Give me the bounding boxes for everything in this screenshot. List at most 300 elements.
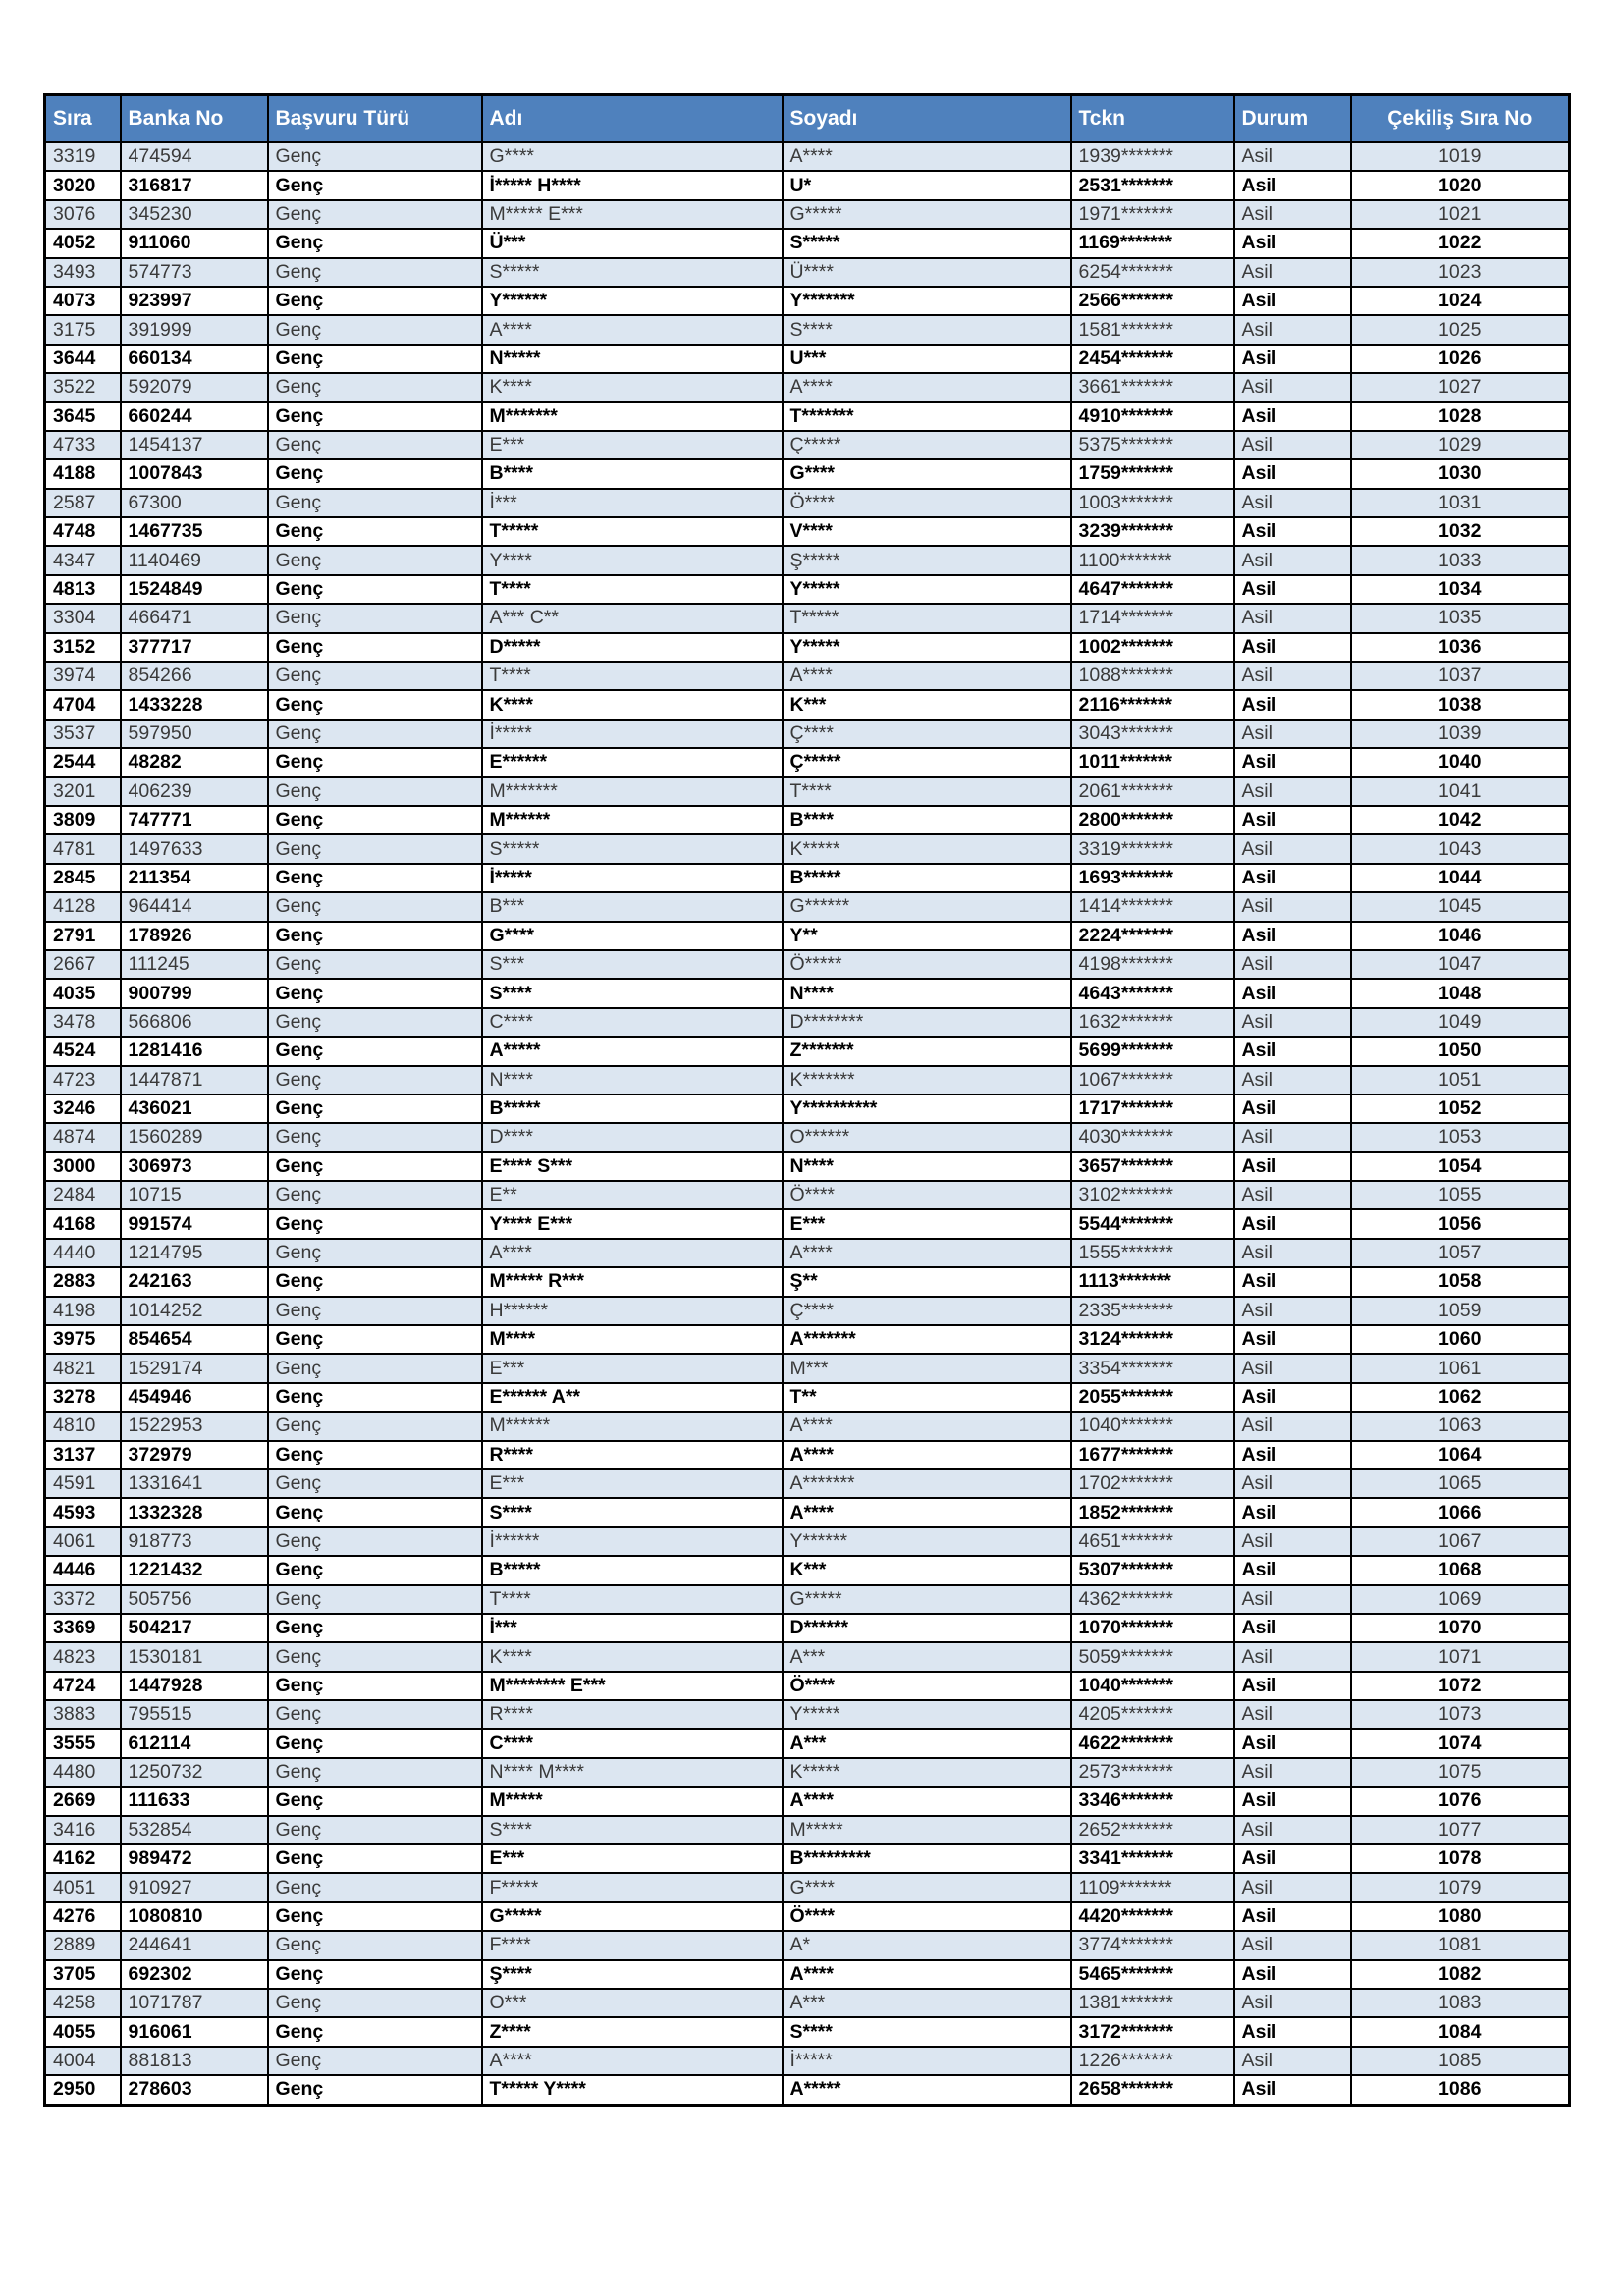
cell-banka-no: 1071787 <box>121 1989 268 2017</box>
cell-tckn: 2573******* <box>1071 1758 1234 1787</box>
cell-soyadi: A***** <box>783 2075 1071 2105</box>
cell-durum: Asil <box>1234 546 1351 574</box>
cell-basvuru-turu: Genç <box>268 489 482 517</box>
cell-sira: 3478 <box>45 1008 121 1037</box>
cell-soyadi: G****** <box>783 892 1071 921</box>
cell-adi: S***** <box>482 258 783 287</box>
cell-sira: 4258 <box>45 1989 121 2017</box>
cell-banka-no: 612114 <box>121 1729 268 1757</box>
cell-cekilis-sira-no: 1023 <box>1351 258 1570 287</box>
cell-sira: 4055 <box>45 2017 121 2046</box>
cell-durum: Asil <box>1234 1412 1351 1440</box>
cell-adi: S**** <box>482 1816 783 1844</box>
table-row <box>45 690 1570 719</box>
cell-soyadi: G**** <box>783 1873 1071 1901</box>
cell-adi: M****** <box>482 806 783 834</box>
cell-basvuru-turu: Genç <box>268 2047 482 2075</box>
cell-cekilis-sira-no: 1054 <box>1351 1152 1570 1181</box>
cell-cekilis-sira-no: 1026 <box>1351 345 1570 373</box>
table-row <box>45 1902 1570 1931</box>
cell-banka-no: 1140469 <box>121 546 268 574</box>
cell-adi: İ***** <box>482 720 783 748</box>
table-row <box>45 171 1570 199</box>
cell-banka-no: 1530181 <box>121 1642 268 1671</box>
cell-durum: Asil <box>1234 1989 1351 2017</box>
cell-durum: Asil <box>1234 1095 1351 1123</box>
cell-durum: Asil <box>1234 806 1351 834</box>
cell-sira: 3152 <box>45 633 121 662</box>
cell-banka-no: 911060 <box>121 229 268 257</box>
cell-soyadi: Ö**** <box>783 1672 1071 1700</box>
header-row <box>45 95 1570 143</box>
cell-basvuru-turu: Genç <box>268 1267 482 1296</box>
cell-banka-no: 1221432 <box>121 1556 268 1584</box>
cell-adi: G***** <box>482 1902 783 1931</box>
cell-basvuru-turu: Genç <box>268 1469 482 1498</box>
cell-sira: 2889 <box>45 1931 121 1959</box>
cell-cekilis-sira-no: 1043 <box>1351 834 1570 863</box>
cell-sira: 4347 <box>45 546 121 574</box>
cell-soyadi: A**** <box>783 1960 1071 1989</box>
cell-sira: 4480 <box>45 1758 121 1787</box>
cell-tckn: 5307******* <box>1071 1556 1234 1584</box>
cell-tckn: 3102******* <box>1071 1181 1234 1209</box>
cell-tckn: 3239******* <box>1071 517 1234 546</box>
cell-banka-no: 1007843 <box>121 459 268 488</box>
table-row <box>45 459 1570 488</box>
cell-cekilis-sira-no: 1058 <box>1351 1267 1570 1296</box>
cell-durum: Asil <box>1234 979 1351 1007</box>
cell-sira: 4276 <box>45 1902 121 1931</box>
cell-durum: Asil <box>1234 1469 1351 1498</box>
cell-tckn: 1555******* <box>1071 1239 1234 1267</box>
cell-durum: Asil <box>1234 2047 1351 2075</box>
cell-banka-no: 1080810 <box>121 1902 268 1931</box>
cell-cekilis-sira-no: 1035 <box>1351 604 1570 632</box>
cell-adi: A**** <box>482 2047 783 2075</box>
table-row <box>45 1672 1570 1700</box>
cell-sira: 4061 <box>45 1527 121 1556</box>
cell-adi: M******** E*** <box>482 1672 783 1700</box>
table-row <box>45 287 1570 315</box>
cell-sira: 2587 <box>45 489 121 517</box>
cell-durum: Asil <box>1234 864 1351 892</box>
cell-durum: Asil <box>1234 662 1351 690</box>
table-row <box>45 892 1570 921</box>
cell-basvuru-turu: Genç <box>268 1325 482 1354</box>
cell-basvuru-turu: Genç <box>268 950 482 979</box>
cell-banka-no: 211354 <box>121 864 268 892</box>
cell-soyadi: Ş** <box>783 1267 1071 1296</box>
cell-soyadi: Ü**** <box>783 258 1071 287</box>
cell-sira: 2883 <box>45 1267 121 1296</box>
cell-adi: E** <box>482 1181 783 1209</box>
table-row <box>45 834 1570 863</box>
cell-cekilis-sira-no: 1084 <box>1351 2017 1570 2046</box>
cell-basvuru-turu: Genç <box>268 2017 482 2046</box>
table-row <box>45 1527 1570 1556</box>
cell-adi: Z**** <box>482 2017 783 2046</box>
cell-adi: M****** <box>482 1412 783 1440</box>
cell-banka-no: 1331641 <box>121 1469 268 1498</box>
cell-durum: Asil <box>1234 1642 1351 1671</box>
cell-sira: 4591 <box>45 1469 121 1498</box>
cell-soyadi: Y****** <box>783 1527 1071 1556</box>
cell-banka-no: 67300 <box>121 489 268 517</box>
cell-banka-no: 1281416 <box>121 1037 268 1065</box>
table-row <box>45 662 1570 690</box>
header-basvuru-turu: Başvuru Türü <box>268 95 482 143</box>
cell-soyadi: A**** <box>783 662 1071 690</box>
cell-tckn: 1067******* <box>1071 1066 1234 1095</box>
cell-tckn: 1011******* <box>1071 748 1234 776</box>
cell-adi: Y**** E*** <box>482 1209 783 1238</box>
cell-soyadi: K******* <box>783 1066 1071 1095</box>
cell-sira: 3493 <box>45 258 121 287</box>
cell-soyadi: G***** <box>783 1585 1071 1614</box>
cell-sira: 2544 <box>45 748 121 776</box>
cell-basvuru-turu: Genç <box>268 892 482 921</box>
table-row <box>45 1642 1570 1671</box>
cell-tckn: 1632******* <box>1071 1008 1234 1037</box>
cell-basvuru-turu: Genç <box>268 1700 482 1729</box>
cell-cekilis-sira-no: 1076 <box>1351 1787 1570 1815</box>
cell-cekilis-sira-no: 1042 <box>1351 806 1570 834</box>
cell-sira: 3020 <box>45 171 121 199</box>
cell-sira: 4162 <box>45 1844 121 1873</box>
cell-banka-no: 910927 <box>121 1873 268 1901</box>
cell-durum: Asil <box>1234 2017 1351 2046</box>
cell-banka-no: 923997 <box>121 287 268 315</box>
cell-sira: 3175 <box>45 315 121 344</box>
cell-durum: Asil <box>1234 1700 1351 1729</box>
cell-cekilis-sira-no: 1049 <box>1351 1008 1570 1037</box>
cell-cekilis-sira-no: 1033 <box>1351 546 1570 574</box>
cell-cekilis-sira-no: 1074 <box>1351 1729 1570 1757</box>
cell-tckn: 3346******* <box>1071 1787 1234 1815</box>
cell-sira: 4035 <box>45 979 121 1007</box>
table-row <box>45 1152 1570 1181</box>
cell-sira: 4748 <box>45 517 121 546</box>
cell-durum: Asil <box>1234 720 1351 748</box>
cell-adi: D**** <box>482 1123 783 1151</box>
cell-basvuru-turu: Genç <box>268 1614 482 1642</box>
cell-cekilis-sira-no: 1025 <box>1351 315 1570 344</box>
table-row <box>45 1873 1570 1901</box>
cell-sira: 3372 <box>45 1585 121 1614</box>
cell-adi: A***** <box>482 1037 783 1065</box>
cell-durum: Asil <box>1234 431 1351 459</box>
cell-soyadi: Ç***** <box>783 748 1071 776</box>
cell-soyadi: N**** <box>783 1152 1071 1181</box>
cell-cekilis-sira-no: 1038 <box>1351 690 1570 719</box>
cell-adi: N**** <box>482 1066 783 1095</box>
cell-cekilis-sira-no: 1064 <box>1351 1441 1570 1469</box>
table-row <box>45 546 1570 574</box>
cell-soyadi: A*** <box>783 1729 1071 1757</box>
cell-sira: 3883 <box>45 1700 121 1729</box>
table-row <box>45 1095 1570 1123</box>
cell-banka-no: 660134 <box>121 345 268 373</box>
cell-soyadi: A**** <box>783 1441 1071 1469</box>
cell-adi: S*** <box>482 950 783 979</box>
cell-tckn: 1717******* <box>1071 1095 1234 1123</box>
cell-cekilis-sira-no: 1085 <box>1351 2047 1570 2075</box>
cell-adi: E*** <box>482 431 783 459</box>
table-row <box>45 1441 1570 1469</box>
cell-cekilis-sira-no: 1086 <box>1351 2075 1570 2105</box>
cell-cekilis-sira-no: 1059 <box>1351 1297 1570 1325</box>
cell-basvuru-turu: Genç <box>268 1527 482 1556</box>
cell-banka-no: 306973 <box>121 1152 268 1181</box>
cell-soyadi: T***** <box>783 604 1071 632</box>
cell-basvuru-turu: Genç <box>268 1873 482 1901</box>
cell-durum: Asil <box>1234 1209 1351 1238</box>
table-row <box>45 200 1570 229</box>
cell-basvuru-turu: Genç <box>268 1787 482 1815</box>
cell-cekilis-sira-no: 1077 <box>1351 1816 1570 1844</box>
cell-sira: 3537 <box>45 720 121 748</box>
cell-soyadi: T**** <box>783 777 1071 806</box>
cell-adi: T**** <box>482 1585 783 1614</box>
cell-cekilis-sira-no: 1070 <box>1351 1614 1570 1642</box>
cell-durum: Asil <box>1234 1844 1351 1873</box>
cell-banka-no: 1433228 <box>121 690 268 719</box>
cell-basvuru-turu: Genç <box>268 1758 482 1787</box>
cell-adi: F**** <box>482 1931 783 1959</box>
cell-basvuru-turu: Genç <box>268 200 482 229</box>
cell-cekilis-sira-no: 1027 <box>1351 373 1570 401</box>
cell-durum: Asil <box>1234 1239 1351 1267</box>
cell-durum: Asil <box>1234 1066 1351 1095</box>
cell-tckn: 1040******* <box>1071 1412 1234 1440</box>
cell-sira: 3304 <box>45 604 121 632</box>
cell-durum: Asil <box>1234 459 1351 488</box>
table-row <box>45 720 1570 748</box>
cell-durum: Asil <box>1234 2075 1351 2105</box>
table-row <box>45 2075 1570 2105</box>
cell-banka-no: 1332328 <box>121 1498 268 1526</box>
cell-basvuru-turu: Genç <box>268 1095 482 1123</box>
cell-tckn: 3774******* <box>1071 1931 1234 1959</box>
cell-soyadi: D****** <box>783 1614 1071 1642</box>
cell-soyadi: S**** <box>783 2017 1071 2046</box>
cell-banka-no: 48282 <box>121 748 268 776</box>
cell-soyadi: Ö**** <box>783 1902 1071 1931</box>
cell-sira: 4593 <box>45 1498 121 1526</box>
cell-basvuru-turu: Genç <box>268 1902 482 1931</box>
cell-cekilis-sira-no: 1069 <box>1351 1585 1570 1614</box>
cell-durum: Asil <box>1234 604 1351 632</box>
cell-sira: 3975 <box>45 1325 121 1354</box>
cell-soyadi: N**** <box>783 979 1071 1007</box>
cell-adi: H****** <box>482 1297 783 1325</box>
cell-adi: G**** <box>482 922 783 950</box>
cell-tckn: 4030******* <box>1071 1123 1234 1151</box>
cell-adi: B***** <box>482 1556 783 1584</box>
cell-tckn: 1852******* <box>1071 1498 1234 1526</box>
cell-soyadi: Ş***** <box>783 546 1071 574</box>
cell-adi: S**** <box>482 1498 783 1526</box>
cell-basvuru-turu: Genç <box>268 979 482 1007</box>
cell-tckn: 5544******* <box>1071 1209 1234 1238</box>
cell-sira: 4052 <box>45 229 121 257</box>
cell-basvuru-turu: Genç <box>268 1209 482 1238</box>
cell-cekilis-sira-no: 1056 <box>1351 1209 1570 1238</box>
cell-cekilis-sira-no: 1060 <box>1351 1325 1570 1354</box>
cell-soyadi: Ö**** <box>783 489 1071 517</box>
cell-adi: S***** <box>482 834 783 863</box>
cell-sira: 2669 <box>45 1787 121 1815</box>
cell-adi: M******* <box>482 402 783 431</box>
cell-durum: Asil <box>1234 1585 1351 1614</box>
cell-banka-no: 372979 <box>121 1441 268 1469</box>
table-row <box>45 1700 1570 1729</box>
cell-tckn: 1971******* <box>1071 200 1234 229</box>
cell-banka-no: 900799 <box>121 979 268 1007</box>
cell-adi: İ*** <box>482 489 783 517</box>
cell-soyadi: Ç**** <box>783 1297 1071 1325</box>
cell-adi: S**** <box>482 979 783 1007</box>
table-row <box>45 1354 1570 1382</box>
cell-basvuru-turu: Genç <box>268 604 482 632</box>
cell-tckn: 1040******* <box>1071 1672 1234 1700</box>
cell-tckn: 2566******* <box>1071 287 1234 315</box>
cell-durum: Asil <box>1234 1383 1351 1412</box>
header-soyadi: Soyadı <box>783 95 1071 143</box>
cell-durum: Asil <box>1234 1527 1351 1556</box>
cell-banka-no: 566806 <box>121 1008 268 1037</box>
cell-adi: İ*** <box>482 1614 783 1642</box>
cell-durum: Asil <box>1234 1354 1351 1382</box>
cell-cekilis-sira-no: 1051 <box>1351 1066 1570 1095</box>
cell-cekilis-sira-no: 1075 <box>1351 1758 1570 1787</box>
cell-cekilis-sira-no: 1066 <box>1351 1498 1570 1526</box>
cell-basvuru-turu: Genç <box>268 806 482 834</box>
cell-banka-no: 436021 <box>121 1095 268 1123</box>
cell-adi: N***** <box>482 345 783 373</box>
cell-cekilis-sira-no: 1032 <box>1351 517 1570 546</box>
cell-durum: Asil <box>1234 1037 1351 1065</box>
cell-adi: E****** <box>482 748 783 776</box>
cell-adi: Y****** <box>482 287 783 315</box>
cell-soyadi: A******* <box>783 1325 1071 1354</box>
cell-durum: Asil <box>1234 287 1351 315</box>
cell-sira: 2845 <box>45 864 121 892</box>
cell-soyadi: G**** <box>783 459 1071 488</box>
cell-tckn: 1414******* <box>1071 892 1234 921</box>
cell-durum: Asil <box>1234 1902 1351 1931</box>
cell-cekilis-sira-no: 1079 <box>1351 1873 1570 1901</box>
cell-banka-no: 574773 <box>121 258 268 287</box>
cell-cekilis-sira-no: 1072 <box>1351 1672 1570 1700</box>
cell-cekilis-sira-no: 1082 <box>1351 1960 1570 1989</box>
cell-durum: Asil <box>1234 373 1351 401</box>
cell-banka-no: 10715 <box>121 1181 268 1209</box>
header-cekilis-sira-no: Çekiliş Sıra No <box>1351 95 1570 143</box>
cell-basvuru-turu: Genç <box>268 1556 482 1584</box>
cell-tckn: 5699******* <box>1071 1037 1234 1065</box>
table-row <box>45 1498 1570 1526</box>
cell-banka-no: 1250732 <box>121 1758 268 1787</box>
cell-adi: M**** <box>482 1325 783 1354</box>
table-row <box>45 1383 1570 1412</box>
cell-soyadi: K***** <box>783 1758 1071 1787</box>
table-row <box>45 1123 1570 1151</box>
cell-soyadi: Ö***** <box>783 950 1071 979</box>
cell-adi: E*** <box>482 1469 783 1498</box>
table-row <box>45 1297 1570 1325</box>
table-row <box>45 1325 1570 1354</box>
cell-durum: Asil <box>1234 1441 1351 1469</box>
cell-banka-no: 1529174 <box>121 1354 268 1382</box>
cell-sira: 4051 <box>45 1873 121 1901</box>
cell-durum: Asil <box>1234 1873 1351 1901</box>
cell-basvuru-turu: Genç <box>268 1037 482 1065</box>
cell-banka-no: 391999 <box>121 315 268 344</box>
cell-tckn: 1226******* <box>1071 2047 1234 2075</box>
cell-durum: Asil <box>1234 1123 1351 1151</box>
cell-soyadi: B***** <box>783 864 1071 892</box>
cell-tckn: 3319******* <box>1071 834 1234 863</box>
cell-basvuru-turu: Genç <box>268 1672 482 1700</box>
table-row <box>45 1989 1570 2017</box>
cell-durum: Asil <box>1234 402 1351 431</box>
cell-basvuru-turu: Genç <box>268 777 482 806</box>
cell-cekilis-sira-no: 1071 <box>1351 1642 1570 1671</box>
cell-durum: Asil <box>1234 345 1351 373</box>
cell-sira: 3522 <box>45 373 121 401</box>
cell-tckn: 4622******* <box>1071 1729 1234 1757</box>
table-row <box>45 2047 1570 2075</box>
cell-sira: 4446 <box>45 1556 121 1584</box>
cell-durum: Asil <box>1234 690 1351 719</box>
cell-basvuru-turu: Genç <box>268 1989 482 2017</box>
cell-adi: T**** <box>482 662 783 690</box>
cell-tckn: 1109******* <box>1071 1873 1234 1901</box>
cell-tckn: 5059******* <box>1071 1642 1234 1671</box>
cell-adi: İ***** <box>482 864 783 892</box>
cell-sira: 3974 <box>45 662 121 690</box>
cell-tckn: 1677******* <box>1071 1441 1234 1469</box>
cell-banka-no: 1522953 <box>121 1412 268 1440</box>
cell-cekilis-sira-no: 1078 <box>1351 1844 1570 1873</box>
cell-soyadi: E*** <box>783 1209 1071 1238</box>
cell-banka-no: 991574 <box>121 1209 268 1238</box>
cell-durum: Asil <box>1234 1325 1351 1354</box>
cell-basvuru-turu: Genç <box>268 1816 482 1844</box>
cell-banka-no: 111633 <box>121 1787 268 1815</box>
cell-basvuru-turu: Genç <box>268 459 482 488</box>
cell-soyadi: A**** <box>783 1787 1071 1815</box>
cell-durum: Asil <box>1234 922 1351 950</box>
cell-soyadi: O****** <box>783 1123 1071 1151</box>
cell-durum: Asil <box>1234 575 1351 604</box>
cell-basvuru-turu: Genç <box>268 1441 482 1469</box>
cell-adi: Ü*** <box>482 229 783 257</box>
cell-basvuru-turu: Genç <box>268 1729 482 1757</box>
cell-soyadi: Y***** <box>783 633 1071 662</box>
cell-adi: B**** <box>482 459 783 488</box>
cell-banka-no: 111245 <box>121 950 268 979</box>
table-row <box>45 575 1570 604</box>
cell-basvuru-turu: Genç <box>268 1931 482 1959</box>
cell-soyadi: Y******* <box>783 287 1071 315</box>
table-row <box>45 633 1570 662</box>
cell-soyadi: Ç**** <box>783 720 1071 748</box>
cell-durum: Asil <box>1234 1181 1351 1209</box>
cell-cekilis-sira-no: 1055 <box>1351 1181 1570 1209</box>
